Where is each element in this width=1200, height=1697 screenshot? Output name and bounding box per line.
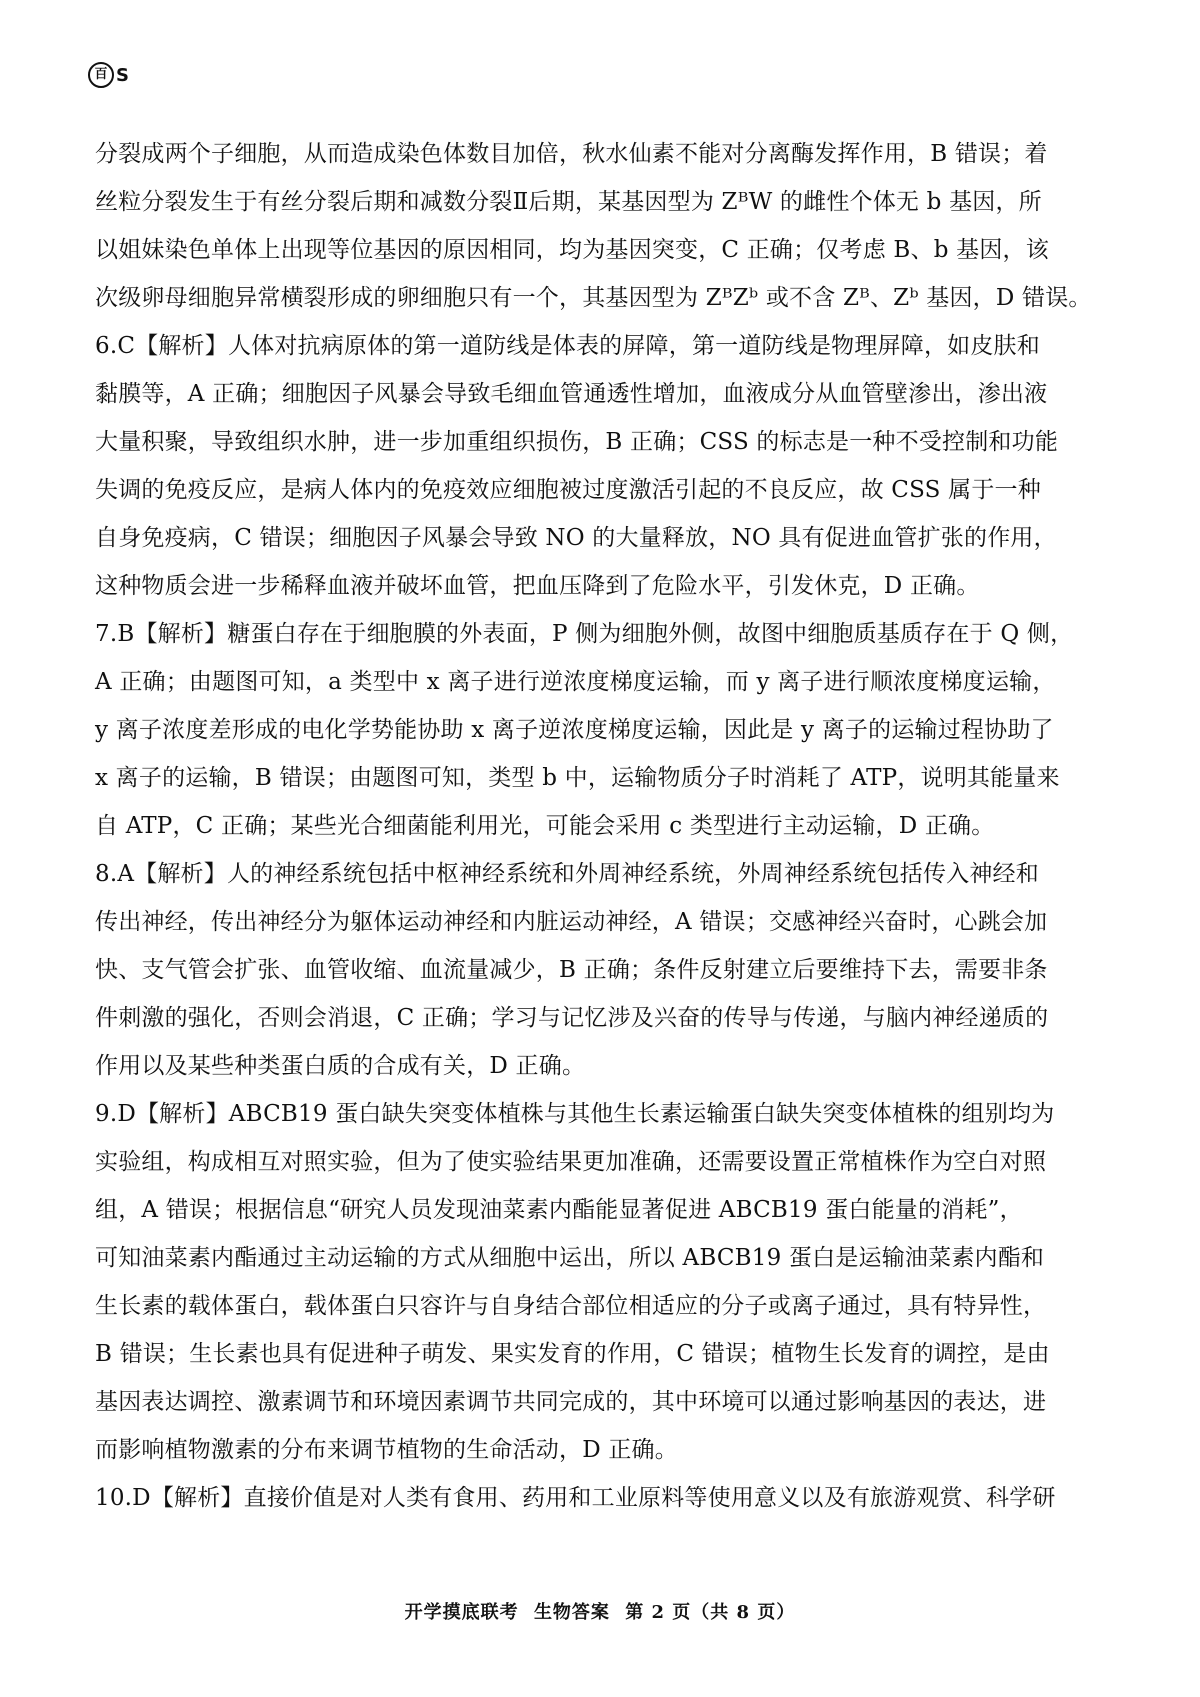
text-line: 6.C【解析】人体对抗病原体的第一道防线是体表的屏障，第一道防线是物理屏障，如皮肤和 (95, 333, 1040, 359)
text-line: 组，A 错误；根据信息“研究人员发现油菜素内酯能显著促进 ABCB19 蛋白能量的消耗”， (95, 1197, 1023, 1223)
logo-circle-icon: 百 (88, 62, 114, 88)
logo-suffix: S (116, 64, 129, 86)
footer-subject: 生物答案 (533, 1602, 610, 1623)
text-line: 作用以及某些种类蛋白质的合成有关，D 正确。 (95, 1053, 586, 1079)
text-line: 7.B【解析】糖蛋白存在于细胞膜的外表面，P 侧为细胞外侧，故图中细胞质基质存在于 Q 侧， (95, 621, 1074, 647)
text-line: 快、支气管会扩张、血管收缩、血流量减少，B 正确；条件反射建立后要维持下去，需要非条 (95, 957, 1048, 983)
text-line: 可知油菜素内酯通过主动运输的方式从细胞中运出，所以 ABCB19 蛋白是运输油菜素内酯和 (95, 1245, 1045, 1271)
footer-exam-name: 开学摸底联考 (404, 1602, 519, 1623)
text-line: 丝粒分裂发生于有丝分裂后期和减数分裂Ⅱ后期，某基因型为 ZᴮW 的雌性个体无 b 基因，所 (95, 189, 1042, 215)
text-line: 失调的免疫反应，是病人体内的免疫效应细胞被过度激活引起的不良反应，故 CSS 属于一种 (95, 477, 1041, 503)
text-line: 而影响植物激素的分布来调节植物的生命活动，D 正确。 (95, 1437, 678, 1463)
text-line: 这种物质会进一步稀释血液并破坏血管，把血压降到了危险水平，引发休克，D 正确。 (95, 573, 980, 599)
text-line: 件刺激的强化，否则会消退，C 正确；学习与记忆涉及兴奋的传导与传递，与脑内神经递质的 (95, 1005, 1049, 1031)
footer-page-number: 第 2 页（共 8 页） (625, 1602, 796, 1623)
text-line: A 正确；由题图可知，a 类型中 x 离子进行逆浓度梯度运输，而 y 离子进行顺浓度梯度运输， (95, 669, 1056, 695)
text-line: 自 ATP，C 正确；某些光合细菌能利用光，可能会采用 c 类型进行主动运输，D 正确。 (95, 813, 995, 839)
text-line: B 错误；生长素也具有促进种子萌发、果实发育的作用，C 错误；植物生长发育的调控，是由 (95, 1341, 1050, 1367)
answer-text-body (95, 130, 1105, 1522)
text-line: 以姐妹染色单体上出现等位基因的原因相同，均为基因突变，C 正确；仅考虑 B、b 基因，该 (95, 237, 1049, 263)
text-line: 生长素的载体蛋白，载体蛋白只容许与自身结合部位相适应的分子或离子通过，具有特异性， (95, 1293, 1047, 1319)
page-footer (0, 1598, 1200, 1624)
text-line: y 离子浓度差形成的电化学势能协助 x 离子逆浓度梯度运输，因此是 y 离子的运输过程协助了 (95, 717, 1054, 743)
text-line: 传出神经，传出神经分为躯体运动神经和内脏运动神经，A 错误；交感神经兴奋时，心跳会加 (95, 909, 1048, 935)
text-line: 8.A【解析】人的神经系统包括中枢神经系统和外周神经系统，外周神经系统包括传入神经和 (95, 861, 1039, 887)
publisher-logo (88, 62, 129, 88)
text-line: 实验组，构成相互对照实验，但为了使实验结果更加准确，还需要设置正常植株作为空白对照 (95, 1149, 1047, 1175)
text-line: 黏膜等，A 正确；细胞因子风暴会导致毛细血管通透性增加，血液成分从血管壁渗出，渗出液 (95, 381, 1048, 407)
text-line: 9.D【解析】ABCB19 蛋白缺失突变体植株与其他生长素运输蛋白缺失突变体植株的组别均为 (95, 1101, 1055, 1127)
text-line: 分裂成两个子细胞，从而造成染色体数目加倍，秋水仙素不能对分离酶发挥作用，B 错误；着 (95, 141, 1048, 167)
text-line: 大量积聚，导致组织水肿，进一步加重组织损伤，B 正确；CSS 的标志是一种不受控制和功能 (95, 429, 1059, 455)
text-line: 10.D【解析】直接价值是对人类有食用、药用和工业原料等使用意义以及有旅游观赏、科学研 (95, 1485, 1056, 1511)
text-line: 基因表达调控、激素调节和环境因素调节共同完成的，其中环境可以通过影响基因的表达，进 (95, 1389, 1047, 1415)
text-line: 次级卵母细胞异常横裂形成的卵细胞只有一个，其基因型为 ZᴮZᵇ 或不含 Zᴮ、Zᵇ 基因，D 错误。 (95, 285, 1092, 311)
text-line: x 离子的运输，B 错误；由题图可知，类型 b 中，运输物质分子时消耗了 ATP，说明其能量来 (95, 765, 1060, 791)
text-line: 自身免疫病，C 错误；细胞因子风暴会导致 NO 的大量释放，NO 具有促进血管扩张的作用， (95, 525, 1057, 551)
